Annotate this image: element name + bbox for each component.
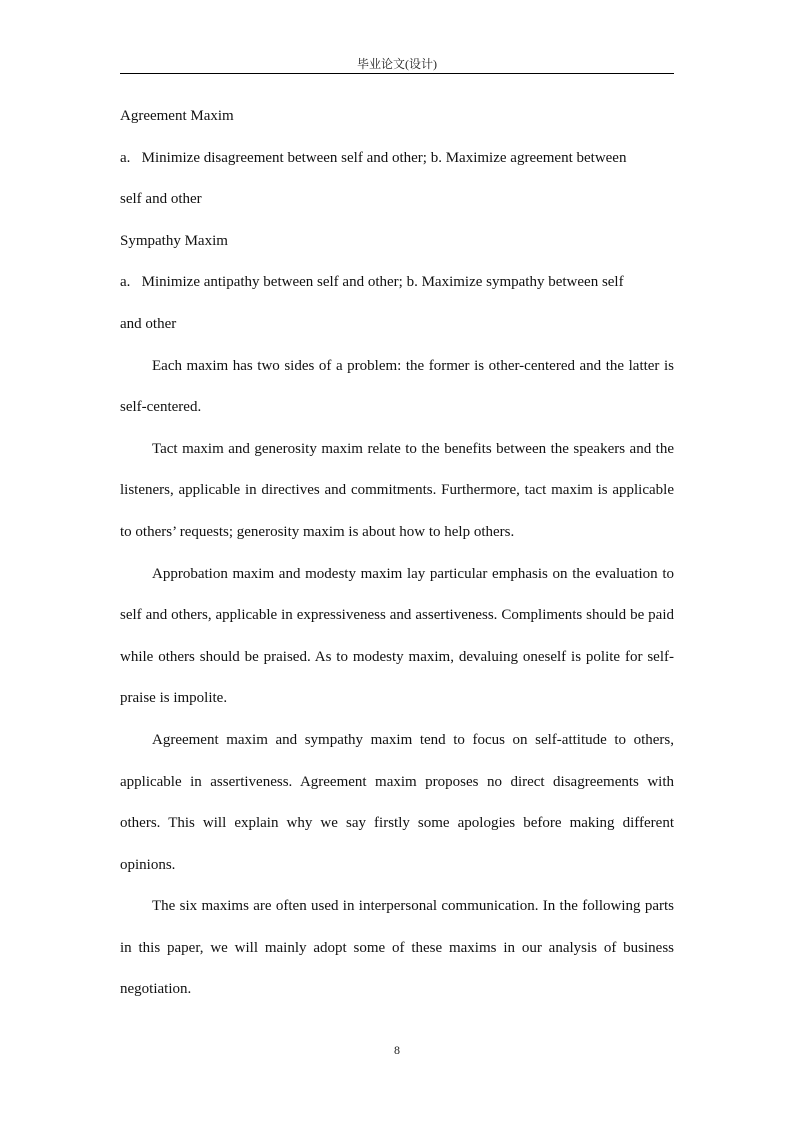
page-header: 毕业论文(设计): [357, 57, 437, 71]
paragraph-tact-generosity: Tact maxim and generosity maxim relate to the benefits between the speakers and the listeners, applicable in directives and commitments. Furthermore, tact maxim is applicable to others’ requests; generosity maxim is about how to help others.: [120, 440, 674, 540]
sympathy-maxim-definition-line-2: and other: [120, 315, 177, 332]
page-number: 8: [394, 1043, 400, 1057]
paragraph-six-maxims: The six maxims are often used in interpersonal communication. In the following parts in this paper, we will mainly adopt some of these maxims in our analysis of business negotiation.: [120, 898, 674, 998]
header-divider: [120, 73, 674, 74]
sympathy-maxim-definition-line-1: a. Minimize antipathy between self and other; b. Maximize sympathy between self: [120, 274, 624, 291]
paragraph-approbation-modesty: Approbation maxim and modesty maxim lay particular emphasis on the evaluation to self and others, applicable in expressiveness and assertiveness. Compliments should be paid while others should be praised. As to modesty maxim, devaluing oneself is polite for self-praise is impolite.: [120, 565, 674, 707]
paragraph-maxim-sides: Each maxim has two sides of a problem: the former is other-centered and the latter is self-centered.: [120, 357, 674, 416]
paragraph-agreement-sympathy: Agreement maxim and sympathy maxim tend to focus on self-attitude to others, applicable in assertiveness. Agreement maxim proposes no direct disagreements with others. This will explain why we say firstly some apologies before making different opinions.: [120, 731, 674, 873]
sympathy-maxim-heading: Sympathy Maxim: [120, 232, 228, 249]
agreement-maxim-definition-line-1: a. Minimize disagreement between self and other; b. Maximize agreement between: [120, 149, 627, 166]
agreement-maxim-heading: Agreement Maxim: [120, 108, 234, 124]
page-body: [120, 96, 674, 1011]
agreement-maxim-definition-line-2: self and other: [120, 191, 202, 208]
